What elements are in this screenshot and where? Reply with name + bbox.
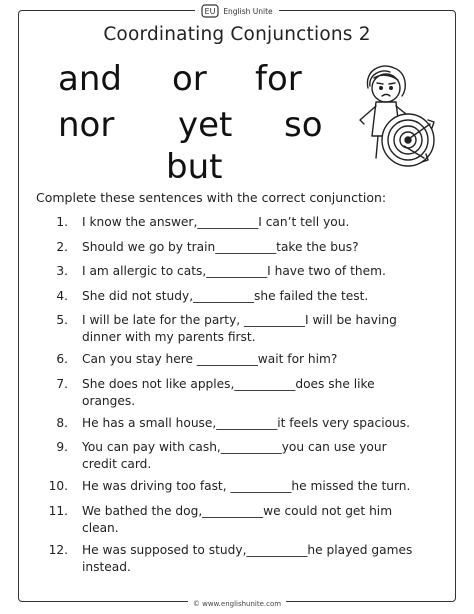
conjunction-word: so <box>284 105 323 145</box>
sentence-number: 2. <box>56 239 68 254</box>
page-title: Coordinating Conjunctions 2 <box>103 24 371 45</box>
sentence-text: I know the answer,__________I can’t tell you. <box>82 215 350 229</box>
sentence-text: She does not like apples,__________does she like <box>82 376 375 391</box>
conjunction-word: nor <box>58 105 115 145</box>
footer <box>0 600 474 608</box>
sentence-text: clean. <box>82 520 119 535</box>
conjunction-word: but <box>166 147 223 187</box>
sentence-number: 10. <box>48 479 68 493</box>
sentence-number: 3. <box>56 264 68 278</box>
sentence-item <box>40 288 440 305</box>
sentence-text: I will be late for the party, __________I will be having <box>82 313 397 327</box>
brand-header <box>0 2 474 20</box>
conjunction-word: for <box>255 59 302 99</box>
sentence-number: 8. <box>56 415 68 430</box>
girl-with-dartboard-icon <box>346 58 438 176</box>
sentence-number: 11. <box>48 503 68 518</box>
sentence-number: 1. <box>56 215 68 229</box>
conjunction-word: yet <box>178 105 233 145</box>
sentence-item <box>40 263 440 280</box>
svg-text:EU: EU <box>204 7 216 16</box>
sentence-text: dinner with my parents first. <box>82 330 256 344</box>
sentence-number: 6. <box>56 352 68 366</box>
conjunction-word: or <box>172 59 207 99</box>
sentence-text: oranges. <box>82 393 136 408</box>
sentence-number: 5. <box>56 313 68 327</box>
footer-copyright: © www.englishunite.com <box>188 600 286 608</box>
sentence-text: She did not study,__________she failed the test. <box>82 288 369 303</box>
sentence-text: Can you stay here __________wait for him? <box>82 352 338 366</box>
sentence-number: 7. <box>56 376 68 391</box>
instruction-text: Complete these sentences with the correct conjunction: <box>36 190 387 205</box>
sentence-number: 9. <box>56 440 68 454</box>
sentence-item <box>40 214 440 231</box>
sentence-text: I am allergic to cats,__________I have two of them. <box>82 264 386 278</box>
sentence-text: instead. <box>82 559 131 574</box>
sentence-item <box>40 351 440 368</box>
sentence-item <box>40 439 440 473</box>
sentence-text: credit card. <box>82 457 152 471</box>
sentence-text: He has a small house,__________it feels very spacious. <box>82 415 410 430</box>
sentence-text: We bathed the dog,__________we could not get him <box>82 503 393 518</box>
eu-logo-icon <box>201 4 219 18</box>
conjunction-word: and <box>58 59 122 99</box>
brand-name: English Unite <box>223 6 273 16</box>
sentence-text: He was supposed to study,__________he played games <box>82 542 413 557</box>
sentence-item <box>40 239 440 256</box>
sentence-item <box>40 478 440 495</box>
sentence-item <box>40 376 440 410</box>
sentence-number: 12. <box>48 542 68 557</box>
sentence-item <box>40 312 440 346</box>
sentence-item <box>40 415 440 432</box>
sentence-item <box>40 542 440 576</box>
sentence-text: Should we go by train__________take the bus? <box>82 239 359 254</box>
sentence-text: You can pay with cash,__________you can use your <box>82 440 387 454</box>
sentence-text: He was driving too fast, __________he missed the turn. <box>82 479 411 493</box>
sentence-number: 4. <box>56 288 68 303</box>
sentence-item <box>40 503 440 537</box>
